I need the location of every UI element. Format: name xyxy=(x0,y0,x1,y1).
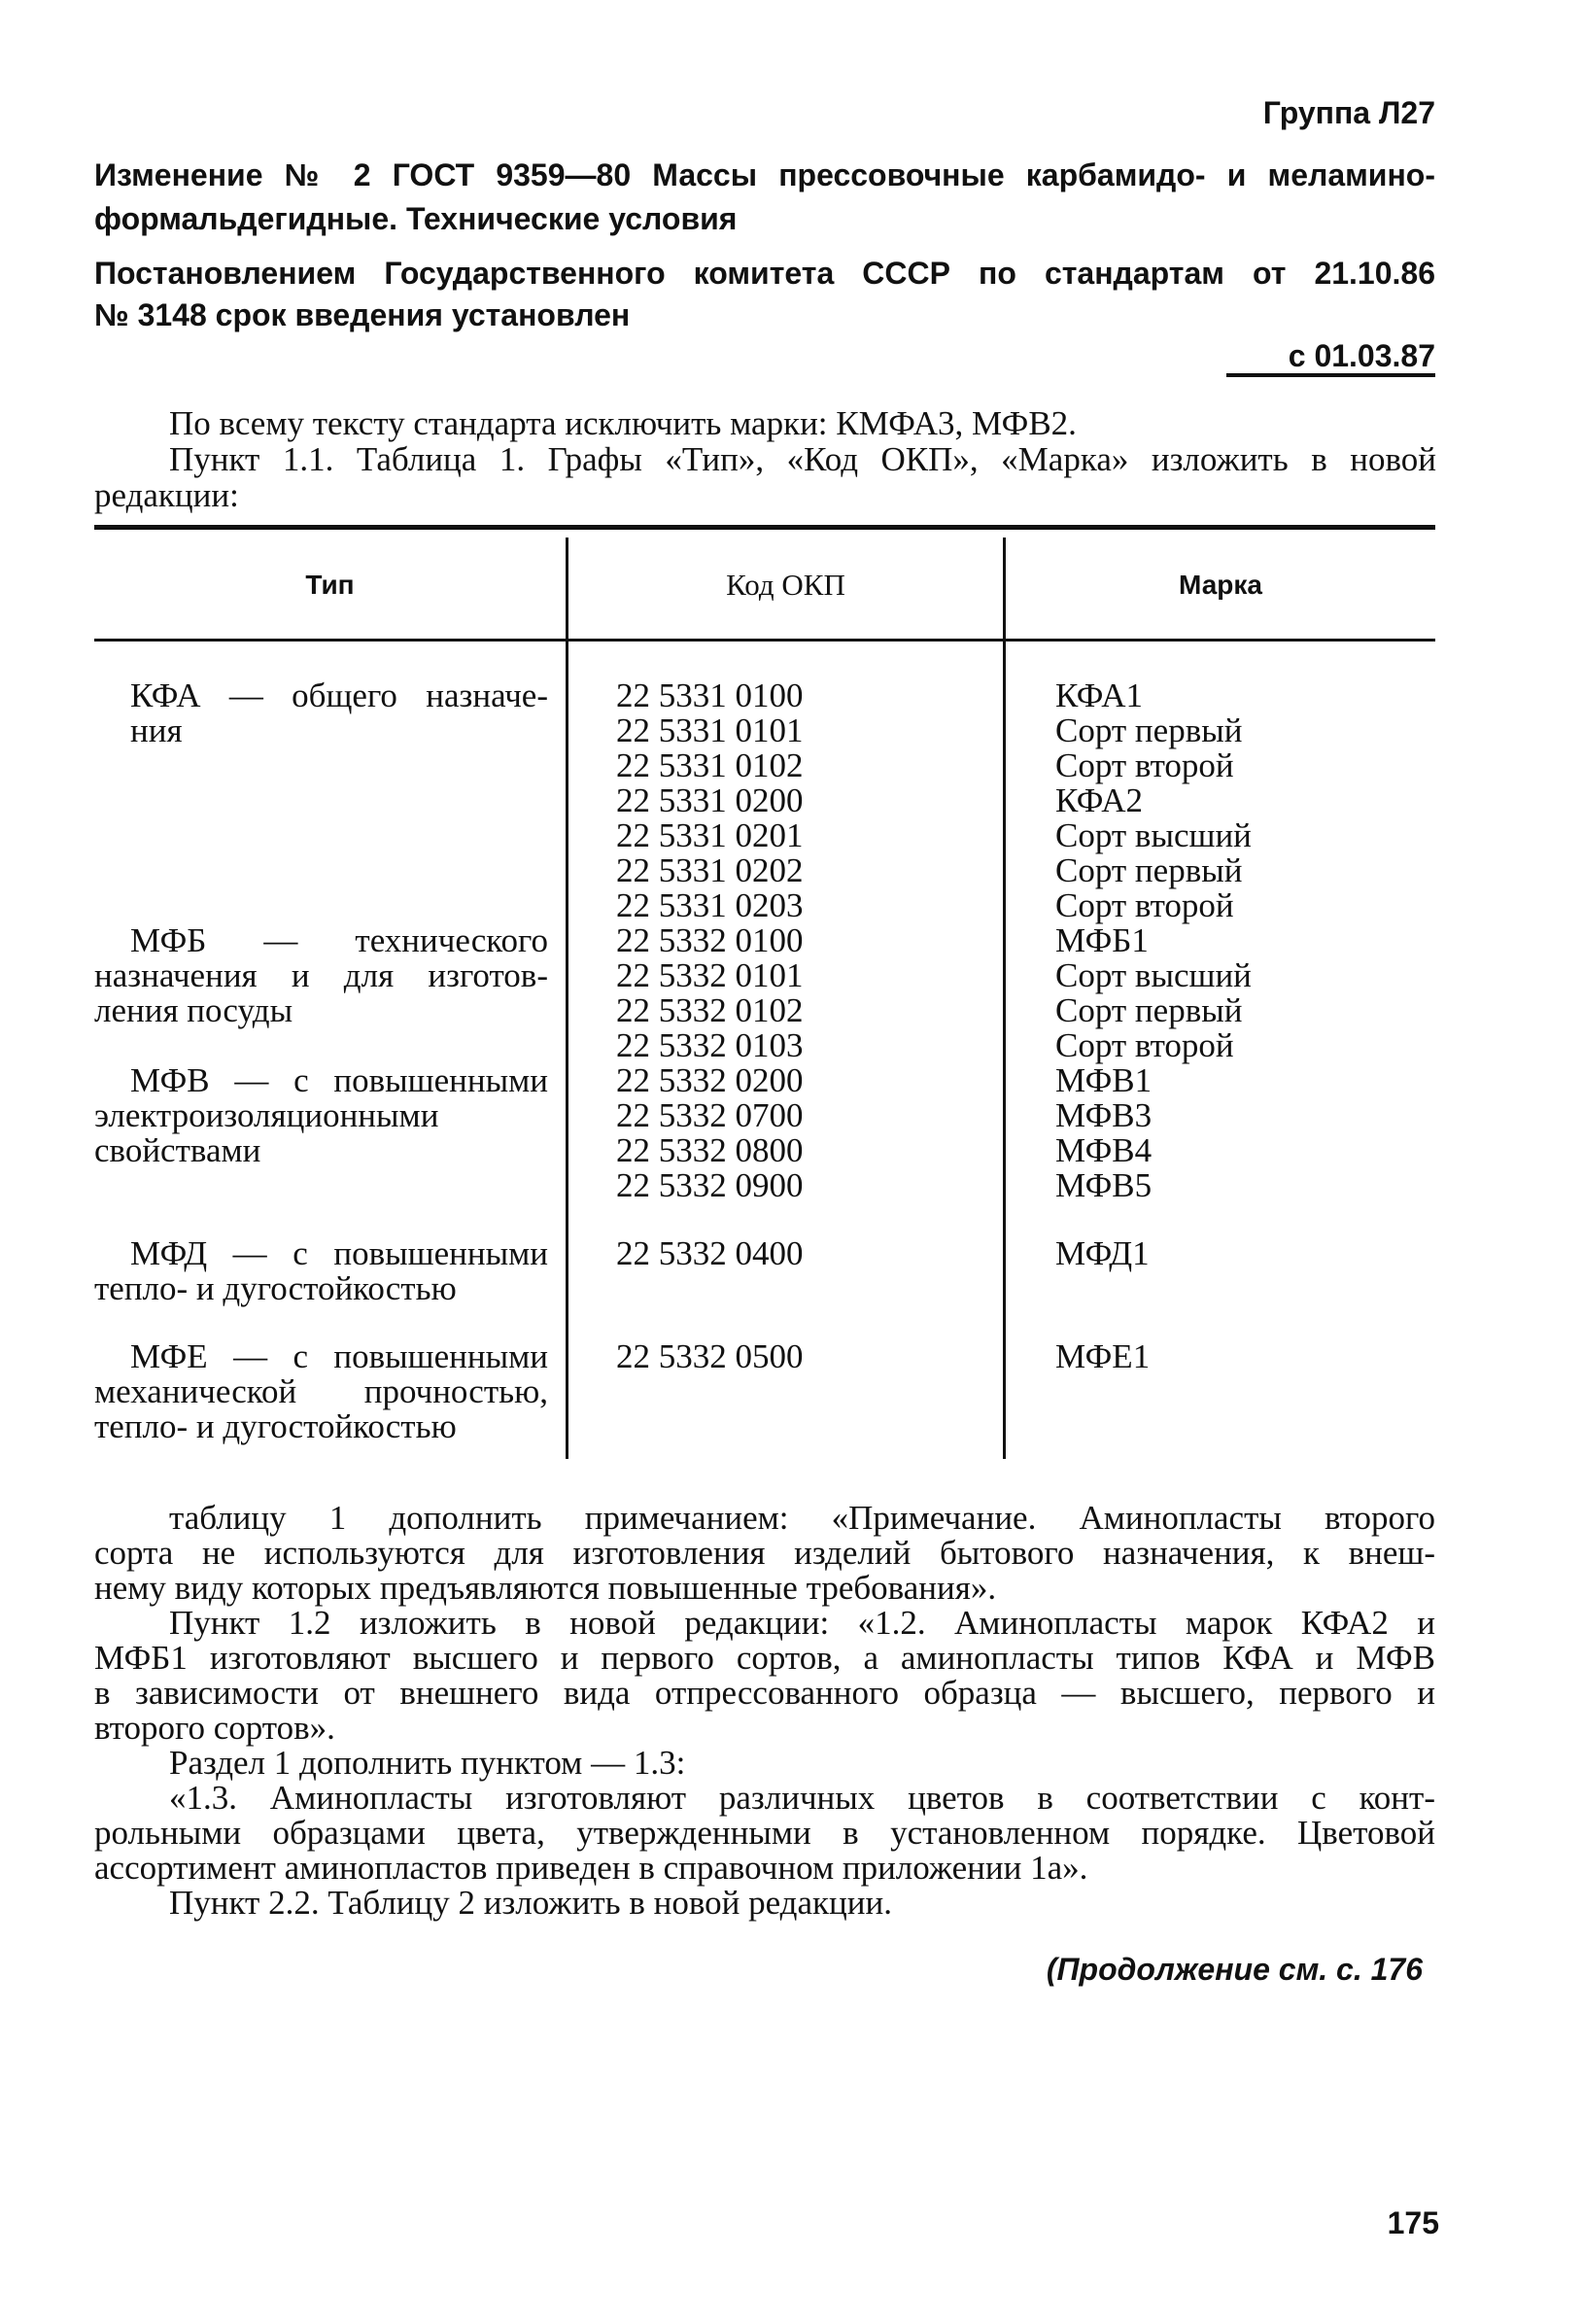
text-line: «1.3. Аминопласты изготовляют различных цветов в соответствии с конт- xyxy=(169,1779,1435,1817)
title-line-1: Изменение № 2 ГОСТ 9359—80 Массы прессовочные карбамидо- и меламино- xyxy=(94,157,1435,192)
type-text: тепло- и дугостойкостью xyxy=(94,1407,457,1445)
okp-code: 22 5331 0201 xyxy=(616,816,804,854)
mark-value: Сорт второй xyxy=(1055,1026,1234,1064)
effective-date: с 01.03.87 xyxy=(1288,338,1435,373)
marks-mfe xyxy=(1055,1339,1150,1374)
table-top-rule xyxy=(94,525,1435,530)
okp-code: 22 5332 0700 xyxy=(616,1096,804,1134)
okp-code: 22 5331 0102 xyxy=(616,746,804,784)
mark-value: МФВ4 xyxy=(1055,1131,1153,1169)
codes-mfe xyxy=(616,1339,804,1374)
mark-value: КФА1 xyxy=(1055,676,1144,714)
okp-code: 22 5332 0400 xyxy=(616,1234,804,1272)
mark-value: Сорт второй xyxy=(1055,886,1234,924)
mark-value: Сорт высший xyxy=(1055,816,1252,854)
type-text: ния xyxy=(130,711,183,749)
mark-value: МФВ1 xyxy=(1055,1061,1153,1099)
text-line: рольными образцами цвета, утвержденными в установленном порядке. Цветовой xyxy=(94,1814,1435,1852)
mark-value: КФА2 xyxy=(1055,781,1144,819)
okp-code: 22 5332 0101 xyxy=(616,956,804,994)
type-text: КФА — общего назначе- xyxy=(130,676,548,714)
table-divider-1 xyxy=(566,538,568,1459)
table-row-mfe xyxy=(94,1339,548,1444)
type-text: МФД — с повышенными xyxy=(130,1234,548,1272)
type-text: МФВ — с повышенными xyxy=(130,1061,548,1099)
mark-value: МФЕ1 xyxy=(1055,1337,1151,1375)
text-line: нему виду которых предъявляются повышенные требования». xyxy=(94,1569,997,1607)
page-number: 175 xyxy=(1387,2205,1439,2240)
marks-mfv xyxy=(1055,1063,1152,1203)
okp-code: 22 5331 0202 xyxy=(616,851,804,889)
text-line: сорта не используются для изготовления изделий бытового назначения, к внеш- xyxy=(94,1534,1435,1572)
table-row-kfa xyxy=(130,678,548,748)
marks-mfb xyxy=(1055,923,1252,1063)
mark-value: Сорт второй xyxy=(1055,746,1234,784)
text-line: второго сортов». xyxy=(94,1709,335,1747)
okp-code: 22 5331 0100 xyxy=(616,676,804,714)
marks-mfd xyxy=(1055,1236,1150,1271)
type-text: ления посуды xyxy=(94,991,293,1029)
type-text: МФБ — технического xyxy=(130,921,548,959)
text-line: таблицу 1 дополнить примечанием: «Примечание. Аминопласты второго xyxy=(169,1499,1435,1537)
date-underline xyxy=(1226,373,1435,377)
table-header-rule xyxy=(94,639,1435,642)
mark-value: МФД1 xyxy=(1055,1234,1150,1272)
text-line: Раздел 1 дополнить пунктом — 1.3: xyxy=(169,1744,686,1782)
col-header-okp: Код ОКП xyxy=(726,568,845,602)
text-line: ассортимент аминопластов приведен в справочном приложении 1а». xyxy=(94,1849,1088,1887)
amendment-text xyxy=(94,1501,1435,1921)
text-line: Пункт 2.2. Таблицу 2 изложить в новой редакции. xyxy=(169,1884,892,1922)
type-text: электроизоляционными xyxy=(94,1096,439,1134)
intro-p1: По всему тексту стандарта исключить марки: КМФА3, МФВ2. xyxy=(169,404,1077,442)
mark-value: Сорт первый xyxy=(1055,851,1243,889)
okp-code: 22 5332 0900 xyxy=(616,1166,804,1204)
intro-p2-line1: Пункт 1.1. Таблица 1. Графы «Тип», «Код ОКП», «Марка» изложить в новой xyxy=(169,440,1436,478)
mark-value: МФВ5 xyxy=(1055,1166,1153,1204)
codes-mfb xyxy=(616,923,804,1063)
okp-code: 22 5332 0100 xyxy=(616,921,804,959)
codes-mfv xyxy=(616,1063,804,1203)
mark-value: МФВ3 xyxy=(1055,1096,1153,1134)
okp-code: 22 5332 0800 xyxy=(616,1131,804,1169)
okp-code: 22 5331 0200 xyxy=(616,781,804,819)
continuation-note: (Продолжение см. с. 176 xyxy=(1046,1952,1423,1987)
decree-line-1: Постановлением Государственного комитета СССР по стандартам от 21.10.86 xyxy=(94,256,1435,291)
mark-value: Сорт первый xyxy=(1055,711,1243,749)
okp-code: 22 5332 0103 xyxy=(616,1026,804,1064)
okp-code: 22 5332 0102 xyxy=(616,991,804,1029)
table-row-mfd xyxy=(94,1236,548,1306)
table-row-mfb xyxy=(94,923,548,1028)
text-line: МФБ1 изготовляют высшего и первого сортов, а аминопласты типов КФА и МФВ xyxy=(94,1639,1435,1677)
decree-line-2: № 3148 срок введения установлен xyxy=(94,297,631,332)
title-line-2: формальдегидные. Технические условия xyxy=(94,201,738,236)
type-text: механической прочностью, xyxy=(94,1372,548,1410)
table-divider-2 xyxy=(1003,538,1006,1459)
okp-code: 22 5332 0500 xyxy=(616,1337,804,1375)
intro-p2-line2: редакции: xyxy=(94,476,239,514)
okp-code: 22 5332 0200 xyxy=(616,1061,804,1099)
okp-code: 22 5331 0203 xyxy=(616,886,804,924)
col-header-type: Тип xyxy=(305,570,355,600)
group-label: Группа Л27 xyxy=(1262,95,1435,130)
codes-mfd xyxy=(616,1236,804,1271)
text-line: Пункт 1.2 изложить в новой редакции: «1.2. Аминопласты марок КФА2 и xyxy=(169,1604,1435,1642)
col-header-mark: Марка xyxy=(1179,570,1262,600)
okp-code: 22 5331 0101 xyxy=(616,711,804,749)
mark-value: Сорт высший xyxy=(1055,956,1252,994)
type-text: назначения и для изготов- xyxy=(94,956,548,994)
mark-value: МФБ1 xyxy=(1055,921,1149,959)
text-line: в зависимости от внешнего вида отпрессованного образца — высшего, первого и xyxy=(94,1674,1435,1712)
type-text: МФЕ — с повышенными xyxy=(130,1337,548,1375)
marks-kfa xyxy=(1055,678,1252,923)
type-text: свойствами xyxy=(94,1131,261,1169)
table-row-mfv xyxy=(94,1063,548,1168)
codes-kfa xyxy=(616,678,804,923)
mark-value: Сорт первый xyxy=(1055,991,1243,1029)
type-text: тепло- и дугостойкостью xyxy=(94,1269,457,1307)
